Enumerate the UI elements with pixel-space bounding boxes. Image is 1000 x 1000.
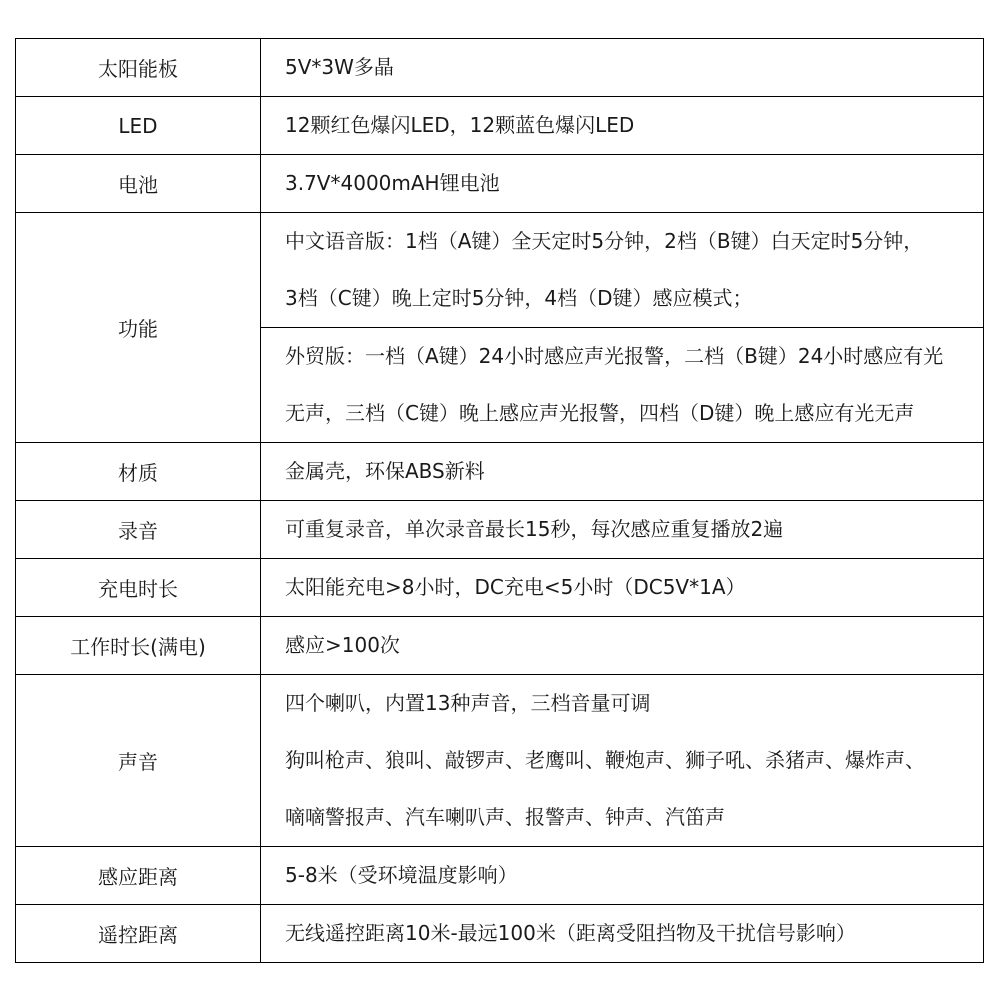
row-label-battery: 电池 (16, 155, 261, 213)
table-row (16, 213, 984, 328)
value-line: 5-8米（受环境温度影响） (285, 863, 518, 887)
row-label-led: LED (16, 97, 261, 155)
table-row (16, 97, 984, 155)
row-value-solar-panel (261, 39, 984, 97)
table-row (16, 155, 984, 213)
table-row (16, 617, 984, 675)
value-line: 无声，三档（C键）晚上感应声光报警，四档（D键）晚上感应有光无声 (285, 401, 915, 425)
value-line: 狗叫枪声、狼叫、敲锣声、老鹰叫、鞭炮声、狮子吼、杀猪声、爆炸声、 (285, 748, 925, 772)
value-line: 外贸版：一档（A键）24小时感应声光报警，二档（B键）24小时感应有光 (285, 344, 944, 368)
value-line: 感应>100次 (285, 633, 400, 657)
table-row (16, 39, 984, 97)
value-line: 嘀嘀警报声、汽车喇叭声、报警声、钟声、汽笛声 (285, 805, 725, 829)
spec-table (15, 38, 984, 963)
row-value-sensing-distance (261, 847, 984, 905)
row-label-recording: 录音 (16, 501, 261, 559)
value-line: 12颗红色爆闪LED，12颗蓝色爆闪LED (285, 113, 635, 137)
value-line: 无线遥控距离10米-最远100米（距离受阻挡物及干扰信号影响） (285, 921, 856, 945)
row-label-remote-distance: 遥控距离 (16, 905, 261, 963)
row-label-sensing-distance: 感应距离 (16, 847, 261, 905)
row-label-material: 材质 (16, 443, 261, 501)
row-label-working-time: 工作时长(满电) (16, 617, 261, 675)
table-row (16, 905, 984, 963)
row-label-sound: 声音 (16, 675, 261, 847)
row-value-function-export (261, 328, 984, 443)
table-row (16, 501, 984, 559)
value-line: 3.7V*4000mAH锂电池 (285, 171, 500, 195)
row-label-solar-panel: 太阳能板 (16, 39, 261, 97)
row-value-material (261, 443, 984, 501)
table-row (16, 443, 984, 501)
row-value-remote-distance (261, 905, 984, 963)
row-label-function: 功能 (16, 213, 261, 443)
row-value-recording (261, 501, 984, 559)
row-value-function-chinese (261, 213, 984, 328)
row-value-battery (261, 155, 984, 213)
value-line: 可重复录音，单次录音最长15秒，每次感应重复播放2遍 (285, 517, 784, 541)
row-value-sound (261, 675, 984, 847)
value-line: 四个喇叭，内置13种声音，三档音量可调 (285, 691, 651, 715)
table-row (16, 847, 984, 905)
row-value-working-time (261, 617, 984, 675)
value-line: 金属壳，环保ABS新料 (285, 459, 485, 483)
value-line: 太阳能充电>8小时，DC充电<5小时（DC5V*1A） (285, 575, 746, 599)
row-value-led (261, 97, 984, 155)
table-row (16, 675, 984, 847)
value-line: 3档（C键）晚上定时5分钟，4档（D键）感应模式； (285, 286, 753, 310)
table-row (16, 559, 984, 617)
row-label-charging-time: 充电时长 (16, 559, 261, 617)
value-line: 5V*3W多晶 (285, 55, 394, 79)
value-line: 中文语音版：1档（A键）全天定时5分钟，2档（B键）白天定时5分钟， (285, 229, 924, 253)
row-value-charging-time (261, 559, 984, 617)
